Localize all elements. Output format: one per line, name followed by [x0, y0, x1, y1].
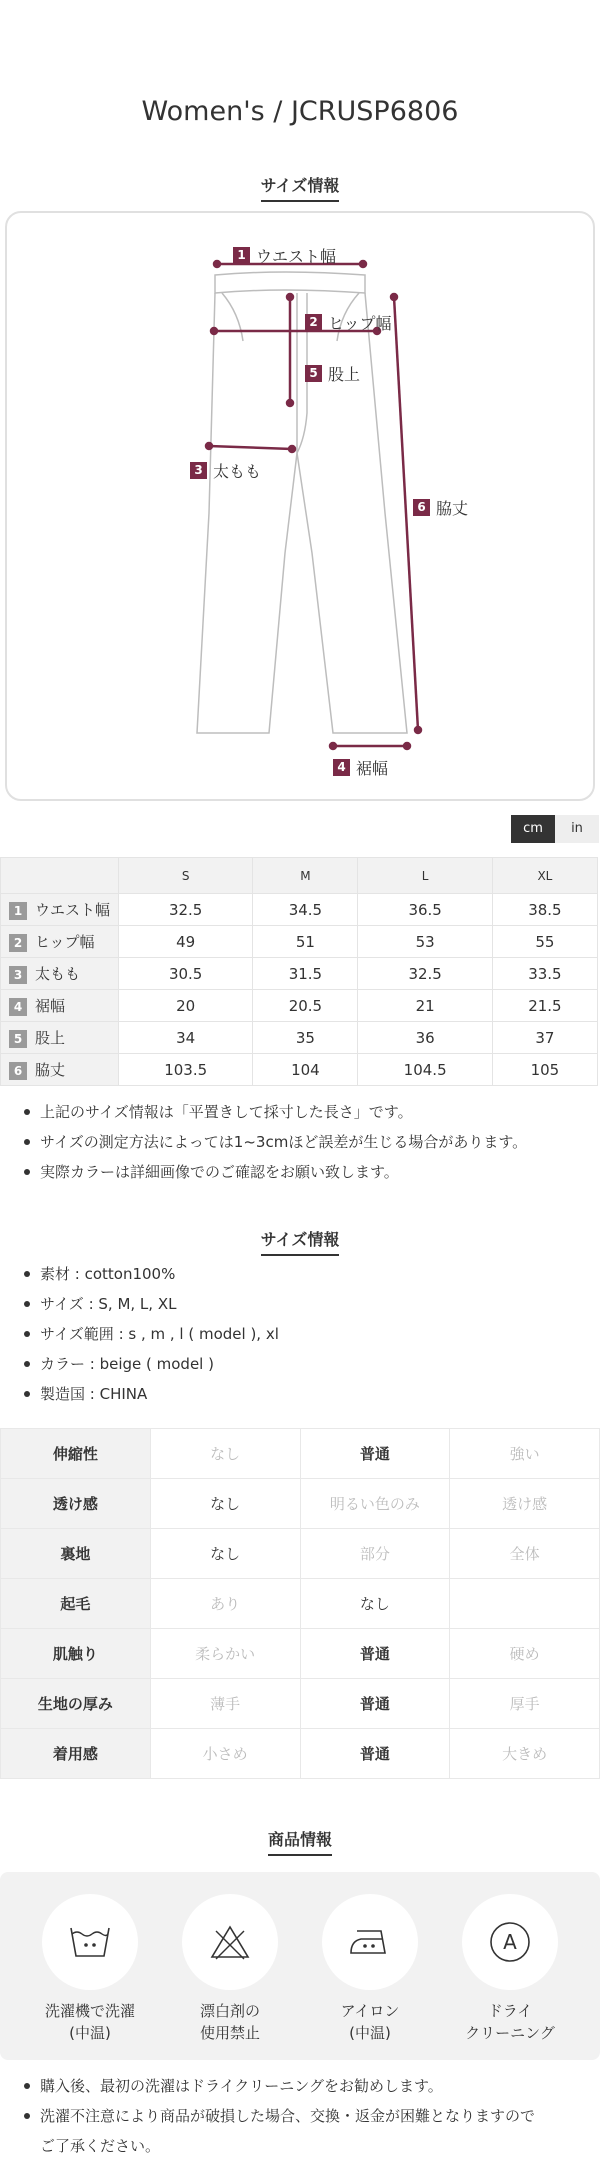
feel-option-selected: 普通 [300, 1429, 450, 1479]
care-notes [22, 2071, 535, 2131]
wash-tub-icon [68, 1924, 112, 1960]
care-label: ドライ クリーニング [465, 2002, 555, 2042]
feel-label: 起毛 [1, 1579, 151, 1629]
feel-row [1, 1729, 600, 1779]
size-header: S [119, 858, 253, 894]
size-cell: 32.5 [119, 894, 253, 926]
size-cell: 34.5 [253, 894, 358, 926]
note-item: 実際カラーは詳細画像でのご確認をお願い致します。 [22, 1157, 527, 1187]
feel-row [1, 1529, 600, 1579]
feel-option: 硬め [450, 1629, 600, 1679]
iron-icon [347, 1925, 393, 1959]
product-section-heading: 商品情報 [0, 1827, 600, 1856]
note-item: 上記のサイズ情報は「平置きして採寸した長さ」です。 [22, 1097, 527, 1127]
care-item-bleach [160, 1894, 300, 2044]
feel-row [1, 1629, 600, 1679]
feel-option-selected: 普通 [300, 1729, 450, 1779]
size-row [1, 1054, 598, 1086]
info-item: サイズ範囲 : s , m , l ( model ), xl [22, 1319, 279, 1349]
row-label: 6 脇丈 [1, 1054, 119, 1086]
feel-option-selected: なし [300, 1579, 450, 1629]
row-label: 1 ウエスト幅 [1, 894, 119, 926]
feel-option: 厚手 [450, 1679, 600, 1729]
feel-option: 柔らかい [150, 1629, 300, 1679]
feel-option-selected: 普通 [300, 1679, 450, 1729]
size-cell: 103.5 [119, 1054, 253, 1086]
size-notes [22, 1097, 527, 1187]
row-label: 5 股上 [1, 1022, 119, 1054]
feel-option: 透け感 [450, 1479, 600, 1529]
size-cell: 36 [358, 1022, 492, 1054]
feel-label: 肌触り [1, 1629, 151, 1679]
care-label: 漂白剤の 使用禁止 [199, 2002, 260, 2042]
diagram-label-waist: 1 ウエスト幅 [233, 244, 336, 267]
size-row [1, 894, 598, 926]
fabric-feel-table [0, 1428, 600, 1779]
info-section-heading: サイズ情報 [0, 1227, 600, 1256]
feel-option: 強い [450, 1429, 600, 1479]
product-info-list [22, 1259, 279, 1409]
unit-toggle [511, 815, 599, 843]
size-row [1, 1022, 598, 1054]
size-cell: 32.5 [358, 958, 492, 990]
size-header: XL [492, 858, 597, 894]
size-cell: 35 [253, 1022, 358, 1054]
care-label: 洗濯機で洗濯 (中温) [44, 2002, 135, 2042]
feel-option [450, 1579, 600, 1629]
pants-outline-drawing [7, 213, 597, 803]
dry-clean-icon [488, 1920, 532, 1964]
care-item-wash [20, 1894, 160, 2044]
size-header: L [358, 858, 492, 894]
size-cell: 30.5 [119, 958, 253, 990]
diagram-label-thigh: 3 太もも [190, 459, 261, 482]
row-label: 3 太もも [1, 958, 119, 990]
feel-option: 明るい色のみ [300, 1479, 450, 1529]
product-title: Women's / JCRUSP6806 [141, 96, 459, 127]
no-bleach-icon [208, 1923, 252, 1961]
size-row [1, 958, 598, 990]
feel-row [1, 1429, 600, 1479]
size-header: M [253, 858, 358, 894]
size-cell: 21.5 [492, 990, 597, 1022]
feel-row [1, 1579, 600, 1629]
size-table-header [1, 858, 598, 894]
size-cell: 38.5 [492, 894, 597, 926]
feel-option: なし [150, 1429, 300, 1479]
feel-option: 大きめ [450, 1729, 600, 1779]
info-item: 製造国 : CHINA [22, 1379, 279, 1409]
size-cell: 20 [119, 990, 253, 1022]
size-cell: 31.5 [253, 958, 358, 990]
diagram-label-inseam: 6 脇丈 [413, 496, 468, 519]
care-item-iron [300, 1894, 440, 2044]
size-cell: 20.5 [253, 990, 358, 1022]
size-cell: 33.5 [492, 958, 597, 990]
size-diagram [5, 211, 595, 801]
feel-row [1, 1479, 600, 1529]
feel-option: 小さめ [150, 1729, 300, 1779]
unit-in-button[interactable]: in [555, 815, 599, 843]
care-note-continuation: ご了承ください。 [40, 2137, 161, 2155]
feel-option: あり [150, 1579, 300, 1629]
feel-label: 伸縮性 [1, 1429, 151, 1479]
size-cell: 34 [119, 1022, 253, 1054]
feel-label: 透け感 [1, 1479, 151, 1529]
size-section-heading: サイズ情報 [0, 173, 600, 202]
feel-option-selected: 普通 [300, 1629, 450, 1679]
size-cell: 53 [358, 926, 492, 958]
size-cell: 37 [492, 1022, 597, 1054]
size-row [1, 926, 598, 958]
care-note-item: 購入後、最初の洗濯はドライクリーニングをお勧めします。 [22, 2071, 535, 2101]
size-row [1, 990, 598, 1022]
feel-label: 着用感 [1, 1729, 151, 1779]
svg-text:A: A [503, 1930, 517, 1954]
feel-option: 全体 [450, 1529, 600, 1579]
care-instructions [0, 1872, 600, 2060]
unit-cm-button[interactable]: cm [511, 815, 555, 843]
info-item: サイズ : S, M, L, XL [22, 1289, 279, 1319]
size-cell: 104.5 [358, 1054, 492, 1086]
size-cell: 21 [358, 990, 492, 1022]
feel-label: 生地の厚み [1, 1679, 151, 1729]
size-cell: 51 [253, 926, 358, 958]
info-item: 素材 : cotton100% [22, 1259, 279, 1289]
care-item-dryclean [440, 1894, 580, 2044]
row-label: 2 ヒップ幅 [1, 926, 119, 958]
diagram-label-hem: 4 裾幅 [333, 756, 388, 779]
size-cell: 36.5 [358, 894, 492, 926]
info-item: カラー : beige ( model ) [22, 1349, 279, 1379]
note-item: サイズの測定方法によっては1~3cmほど誤差が生じる場合があります。 [22, 1127, 527, 1157]
diagram-label-rise: 5 股上 [305, 362, 360, 385]
size-cell: 49 [119, 926, 253, 958]
size-table [0, 857, 598, 1086]
feel-option-selected: なし [150, 1479, 300, 1529]
diagram-label-hip: 2 ヒップ幅 [305, 311, 392, 334]
row-label: 4 裾幅 [1, 990, 119, 1022]
feel-option: 薄手 [150, 1679, 300, 1729]
care-label: アイロン (中温) [340, 2002, 400, 2042]
feel-label: 裏地 [1, 1529, 151, 1579]
feel-row [1, 1679, 600, 1729]
size-cell: 105 [492, 1054, 597, 1086]
feel-option-selected: なし [150, 1529, 300, 1579]
feel-option: 部分 [300, 1529, 450, 1579]
care-note-item: 洗濯不注意により商品が破損した場合、交換・返金が困難となりますので [22, 2101, 535, 2131]
size-cell: 55 [492, 926, 597, 958]
size-cell: 104 [253, 1054, 358, 1086]
